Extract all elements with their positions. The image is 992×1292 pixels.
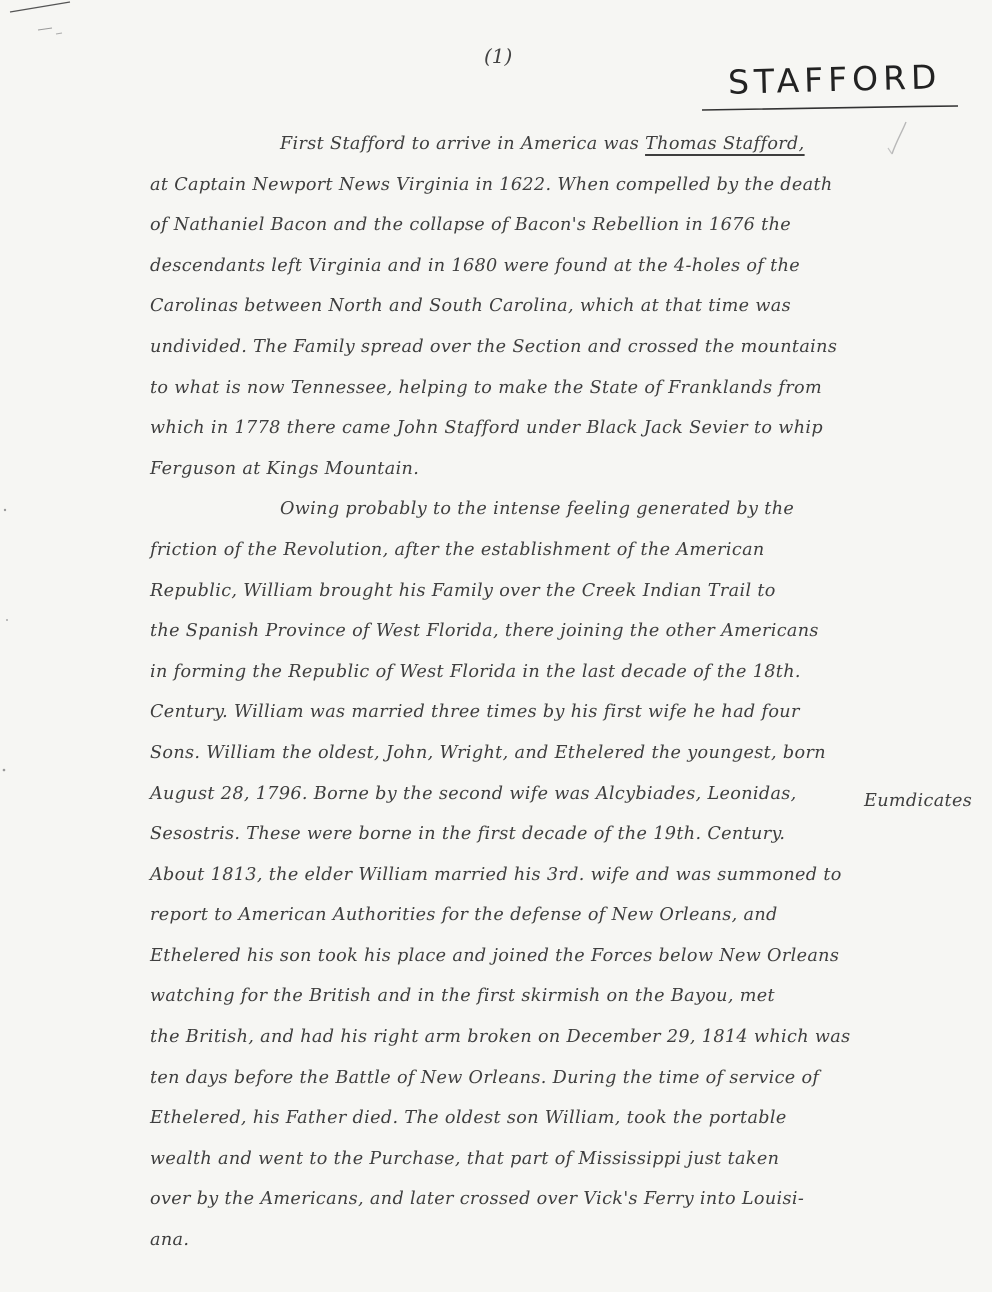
text-line: watching for the British and in the first skirmish on the Bayou, met bbox=[150, 986, 775, 1007]
text-line: Owing probably to the intense feeling generated by the bbox=[280, 499, 795, 520]
surname-underline bbox=[700, 104, 960, 114]
text-line: Ethelered, his Father died. The oldest son William, took the portable bbox=[150, 1108, 787, 1129]
text-line: Sesostris. These were borne in the first decade of the 19th. Century. bbox=[150, 824, 786, 845]
underlined-name: Thomas Stafford, bbox=[645, 134, 805, 154]
overflow-word: Eumdicates bbox=[864, 790, 973, 811]
text-line bbox=[150, 774, 973, 815]
text-line: ana. bbox=[150, 1230, 190, 1251]
text-line: which in 1778 there came John Stafford under Black Jack Sevier to whip bbox=[150, 418, 823, 439]
text-line: Ferguson at Kings Mountain. bbox=[150, 458, 420, 479]
text-fragment: August 28, 1796. Borne by the second wife was Alcybiades, Leonidas, bbox=[150, 783, 797, 804]
text-line: Republic, William brought his Family over the Creek Indian Trail to bbox=[150, 580, 776, 601]
text-line: Ethelered his son took his place and joined the Forces below New Orleans bbox=[150, 945, 840, 966]
margin-specks bbox=[0, 500, 14, 820]
text-line: in forming the Republic of West Florida in the last decade of the 18th. bbox=[150, 661, 801, 682]
text-line: wealth and went to the Purchase, that part of Mississippi just taken bbox=[150, 1148, 780, 1169]
text-line: Sons. William the oldest, John, Wright, and Ethelered the youngest, born bbox=[150, 742, 826, 763]
text-line bbox=[150, 124, 890, 165]
page-number: (1) bbox=[484, 44, 513, 68]
surname-heading-block bbox=[700, 57, 970, 102]
text-line: over by the Americans, and later crossed over Vick's Ferry into Louisi- bbox=[150, 1189, 805, 1210]
text-line: of Nathaniel Bacon and the collapse of Bacon's Rebellion in 1676 the bbox=[150, 215, 792, 236]
text-line: Carolinas between North and South Carolina, which at that time was bbox=[150, 296, 792, 317]
text-line: descendants left Virginia and in 1680 were found at the 4-holes of the bbox=[150, 255, 801, 276]
text-line: ten days before the Battle of New Orleans. During the time of service of bbox=[150, 1067, 820, 1088]
text-line: Century. William was married three times by his first wife he had four bbox=[150, 702, 800, 723]
text-line: friction of the Revolution, after the establishment of the American bbox=[150, 539, 765, 560]
surname-heading: STAFFORD bbox=[727, 57, 942, 102]
text-line: the Spanish Province of West Florida, there joining the other Americans bbox=[150, 621, 819, 642]
document-body bbox=[150, 124, 973, 1261]
text-line: report to American Authorities for the defense of New Orleans, and bbox=[150, 905, 778, 926]
text-line: the British, and had his right arm broken on December 29, 1814 which was bbox=[150, 1027, 851, 1048]
text-fragment: First Stafford to arrive in America was bbox=[280, 134, 646, 154]
text-line: undivided. The Family spread over the Section and crossed the mountains bbox=[150, 336, 838, 357]
text-line: at Captain Newport News Virginia in 1622. When compelled by the death bbox=[150, 174, 833, 195]
text-line: to what is now Tennessee, helping to make the State of Franklands from bbox=[150, 377, 822, 398]
stray-pen-mark bbox=[8, 0, 78, 40]
text-line: About 1813, the elder William married his 3rd. wife and was summoned to bbox=[150, 864, 842, 885]
